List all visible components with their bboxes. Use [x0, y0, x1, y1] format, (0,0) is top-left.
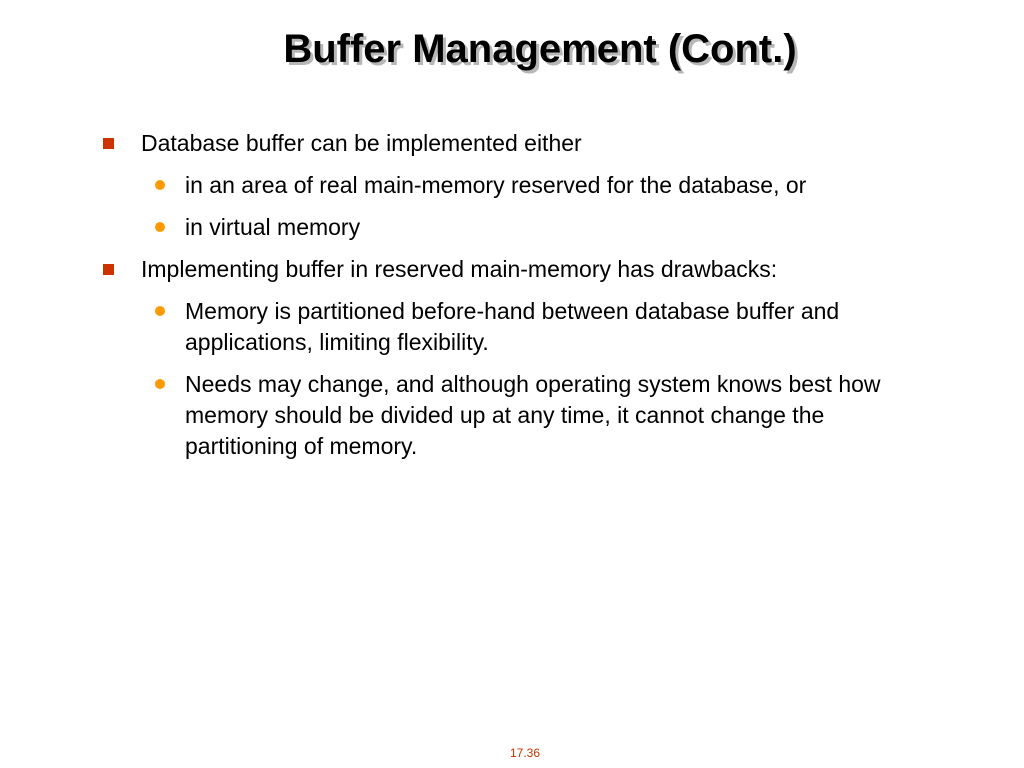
sub-bullet-item-1-2 — [185, 212, 925, 243]
round-bullet-icon — [155, 222, 165, 232]
square-bullet-icon — [103, 138, 114, 149]
sub-bullet-text: Memory is partitioned before-hand between database buffer and applications, limiting flexibility. — [185, 298, 840, 355]
page-number: 17.36 — [509, 746, 541, 760]
sub-bullet-item-2-1 — [185, 296, 925, 358]
slide-content — [0, 128, 1024, 473]
bullet-text: Database buffer can be implemented either — [141, 130, 582, 156]
round-bullet-icon — [155, 180, 165, 190]
sub-bullet-text: in an area of real main-memory reserved for the database, or — [185, 172, 807, 198]
sub-bullet-item-1-1 — [185, 170, 925, 201]
sub-bullet-text: in virtual memory — [185, 214, 361, 240]
sub-bullet-text: Needs may change, and although operating system knows best how memory should be divided up at any time, it cannot change the partitioning of memory. — [185, 371, 881, 459]
sub-bullet-item-2-2 — [185, 369, 925, 462]
bullet-item-1 — [141, 128, 931, 159]
round-bullet-icon — [155, 379, 165, 389]
round-bullet-icon — [155, 306, 165, 316]
bullet-item-2 — [141, 254, 931, 285]
square-bullet-icon — [103, 264, 114, 275]
slide-title: Buffer Management (Cont.) — [283, 27, 797, 71]
bullet-text: Implementing buffer in reserved main-memory has drawbacks: — [141, 256, 778, 282]
